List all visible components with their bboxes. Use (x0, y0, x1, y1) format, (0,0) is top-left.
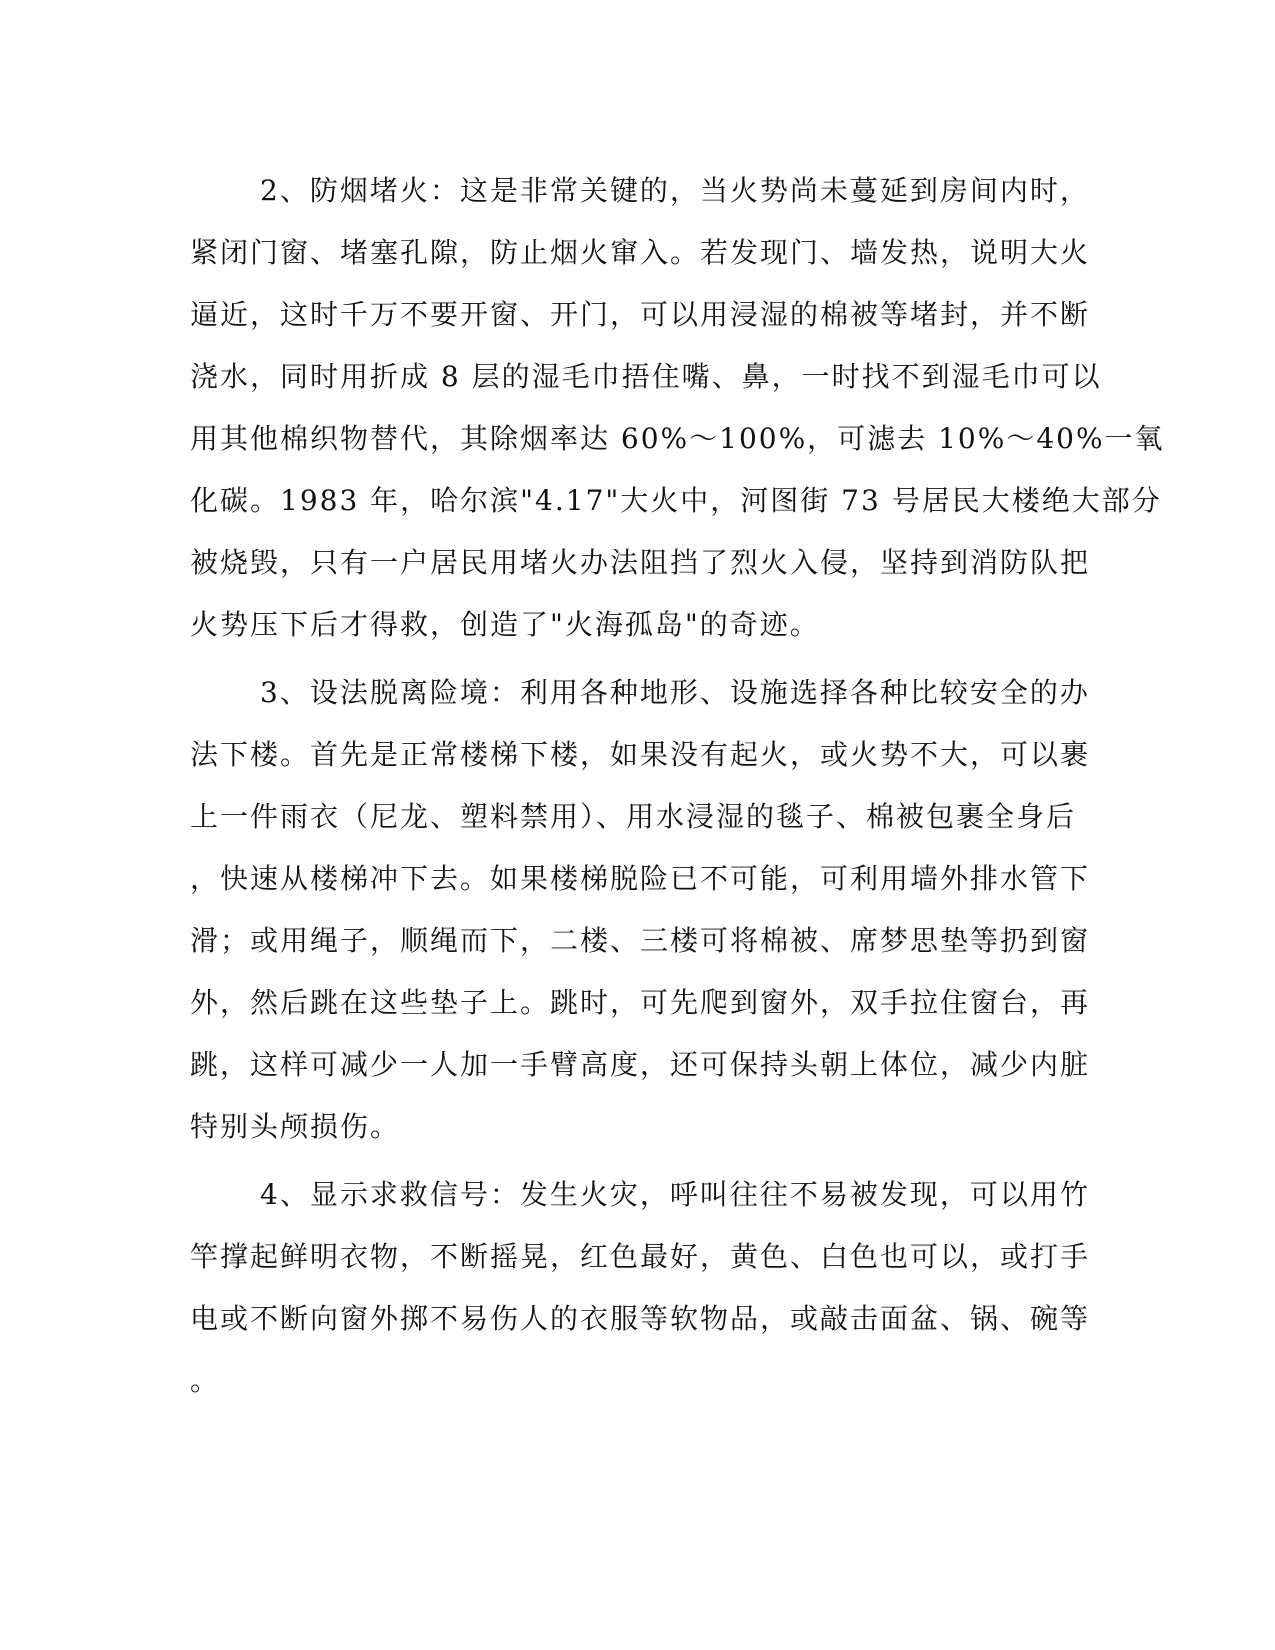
paragraph-3 (190, 662, 1091, 1158)
text-line: 逼近，这时千万不要开窗、开门，可以用浸湿的棉被等堵封，并不断 (190, 298, 1091, 331)
text-line: 电或不断向窗外掷不易伤人的衣服等软物品，或敲击面盆、锅、碗等 (190, 1302, 1091, 1335)
text-line: 上一件雨衣（尼龙、塑料禁用）、用水浸湿的毯子、棉被包裹全身后 (190, 800, 1077, 833)
text-line: 法下楼。首先是正常楼梯下楼，如果没有起火，或火势不大，可以裹 (190, 738, 1091, 771)
text-line: ，快速从楼梯冲下去。如果楼梯脱险已不可能，可利用墙外排水管下 (190, 862, 1091, 895)
text-line: 特别头颅损伤。 (190, 1110, 401, 1143)
text-line: 火势压下后才得救，创造了"火海孤岛"的奇迹。 (190, 608, 820, 641)
text-line: 外，然后跳在这些垫子上。跳时，可先爬到窗外，双手拉住窗台，再 (190, 986, 1091, 1019)
text-line: 化碳。1983 年，哈尔滨"4.17"大火中，河图街 73 号居民大楼绝大部分 (190, 484, 1162, 517)
text-line: 2、防烟堵火：这是非常关键的，当火势尚未蔓延到房间内时， (260, 174, 1090, 207)
text-line: 紧闭门窗、堵塞孔隙，防止烟火窜入。若发现门、墙发热，说明大火 (190, 236, 1091, 269)
paragraph-2 (190, 160, 1165, 656)
text-line: 浇水，同时用折成 8 层的湿毛巾捂住嘴、鼻，一时找不到湿毛巾可以 (190, 360, 1102, 393)
text-line: 滑；或用绳子，顺绳而下，二楼、三楼可将棉被、席梦思垫等扔到窗 (190, 924, 1091, 957)
text-line: 。 (190, 1364, 221, 1397)
text-line: 被烧毁，只有一户居民用堵火办法阻挡了烈火入侵，坚持到消防队把 (190, 546, 1091, 579)
text-line: 跳，这样可减少一人加一手臂高度，还可保持头朝上体位，减少内脏 (190, 1048, 1091, 1081)
text-line: 竿撑起鲜明衣物，不断摇晃，红色最好，黄色、白色也可以，或打手 (190, 1240, 1091, 1273)
document-body (190, 160, 1165, 1412)
text-line: 3、设法脱离险境：利用各种地形、设施选择各种比较安全的办 (260, 676, 1090, 709)
text-line: 用其他棉织物替代，其除烟率达 60%～100%，可滤去 10%～40%一氧 (190, 422, 1165, 455)
text-line: 4、显示求救信号：发生火灾，呼叫往往不易被发现，可以用竹 (260, 1178, 1090, 1211)
paragraph-4 (190, 1164, 1091, 1412)
